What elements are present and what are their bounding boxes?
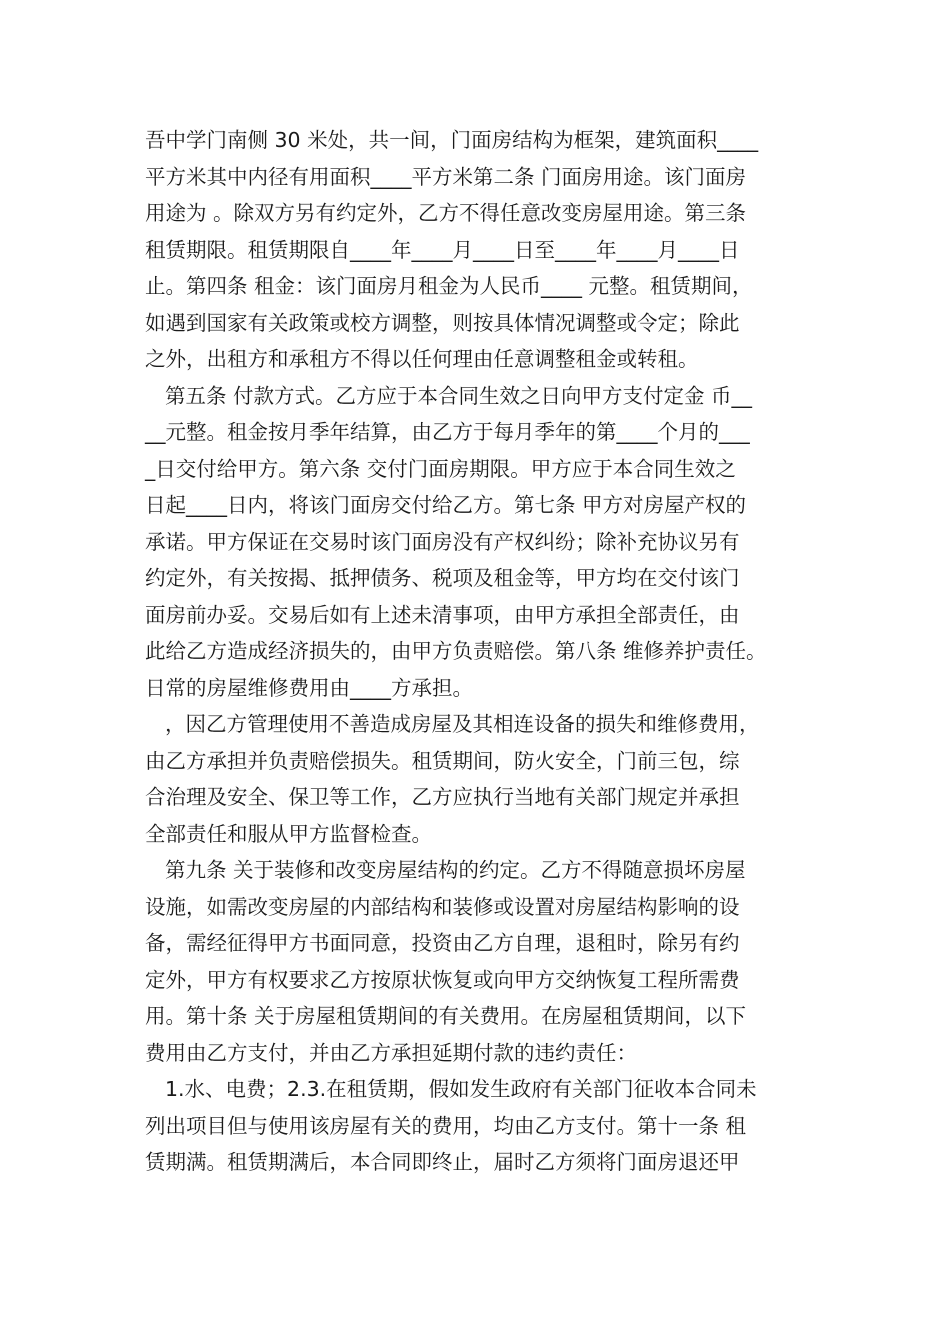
document-body (145, 122, 805, 1181)
text-line: 平方米其中内径有用面积____平方米第二条 门面房用途。该门面房 (145, 164, 747, 189)
text-line: 设施，如需改变房屋的内部结构和装修或设置对房屋结构影响的设 (145, 894, 740, 919)
text-line: 如遇到国家有关政策或校方调整，则按具体情况调整或令定；除此 (145, 310, 740, 335)
text-line: 承诺。甲方保证在交易时该门面房没有产权纠纷；除补充协议另有 (145, 529, 740, 554)
text-line: 列出项目但与使用该房屋有关的费用，均由乙方支付。第十一条 租 (145, 1113, 747, 1138)
text-line: 定外，甲方有权要求乙方按原状恢复或向甲方交纳恢复工程所需费 (145, 967, 740, 992)
text-line: _日交付给甲方。第六条 交付门面房期限。甲方应于本合同生效之 (145, 456, 736, 481)
text-line: 由乙方承担并负责赔偿损失。租赁期间，防火安全，门前三包，综 (145, 748, 740, 773)
paragraph-3 (145, 706, 805, 852)
text-line: 止。第四条 租金：该门面房月租金为人民币____ 元整。租赁期间， (145, 274, 753, 298)
paragraph-1 (145, 122, 805, 378)
paragraph-2 (145, 378, 805, 707)
text-line: 赁期满。租赁期满后，本合同即终止，届时乙方须将门面房退还甲 (145, 1150, 740, 1174)
text-line: 此给乙方造成经济损失的，由甲方负责赔偿。第八条 维修养护责任。 (145, 639, 767, 663)
text-line: 1.水、电费；2.3.在租赁期，假如发生政府有关部门征收本合同未 (165, 1077, 757, 1101)
text-line: 费用由乙方支付，并由乙方承担延期付款的违约责任： (145, 1040, 637, 1065)
text-line: 第九条 关于装修和改变房屋结构的约定。乙方不得随意损坏房屋 (165, 858, 746, 882)
text-line: 面房前办妥。交易后如有上述未清事项，由甲方承担全部责任，由 (145, 602, 740, 627)
text-line: 全部责任和服从甲方监督检查。 (145, 821, 432, 846)
text-line: 用途为 。除双方另有约定外，乙方不得任意改变房屋用途。第三条 (145, 201, 747, 225)
text-line: 日起____日内，将该门面房交付给乙方。第七条 甲方对房屋产权的 (145, 493, 747, 517)
text-line: 租赁期限。租赁期限自____年____月____日至____年____月____日 (145, 237, 740, 262)
text-line: 用。第十条 关于房屋租赁期间的有关费用。在房屋租赁期间，以下 (145, 1004, 747, 1028)
text-line: 第五条 付款方式。乙方应于本合同生效之日向甲方支付定金 币__ (165, 383, 753, 408)
text-line: 吾中学门南侧 30 米处，共一间，门面房结构为框架，建筑面积____ (145, 128, 759, 152)
paragraph-5 (145, 1071, 805, 1181)
text-line: ，因乙方管理使用不善造成房屋及其相连设备的损失和维修费用， (165, 712, 760, 736)
text-line: __元整。租金按月季年结算，由乙方于每月季年的第____个月的___ (145, 420, 750, 444)
text-line: 约定外，有关按揭、抵押债务、税项及租金等，甲方均在交付该门 (145, 566, 740, 590)
text-line: 日常的房屋维修费用由____方承担。 (145, 675, 473, 700)
text-line: 之外，出租方和承租方不得以任何理由任意调整租金或转租。 (145, 347, 699, 371)
paragraph-4 (145, 852, 805, 1071)
text-line: 备，需经征得甲方书面同意，投资由乙方自理，退租时，除另有约 (145, 931, 740, 955)
text-line: 合治理及安全、保卫等工作，乙方应执行当地有关部门规定并承担 (145, 785, 740, 809)
